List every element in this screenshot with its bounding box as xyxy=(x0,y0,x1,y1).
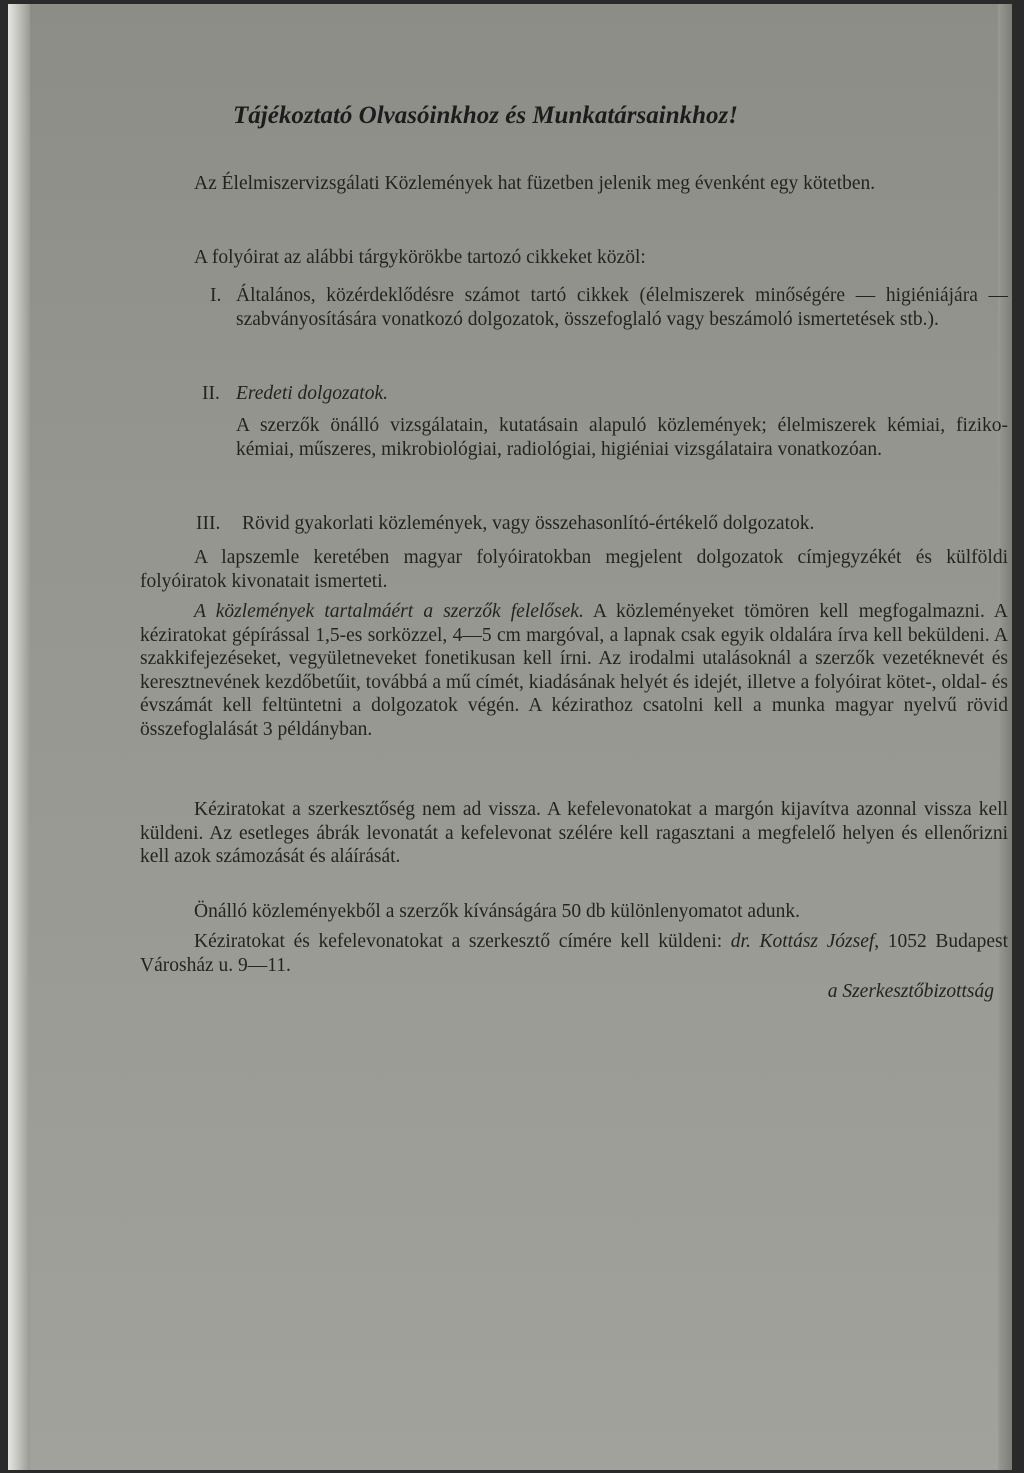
signature: a Szerkesztőbizottság xyxy=(827,981,994,1002)
address-paragraph xyxy=(140,930,1008,977)
offprints-paragraph: Önálló közleményekből a szerzők kívánságára 50 db különlenyomatot adunk. xyxy=(194,901,800,922)
editor-name: dr. Kottász József xyxy=(730,931,875,952)
responsibility-italic: A közlemények tartalmáért a szerzők felelősek. xyxy=(194,601,584,622)
intro-paragraph: Az Élelmiszervizsgálati Közlemények hat füzetben jelenik meg évenként egy kötetben. xyxy=(194,173,876,194)
manuscripts-paragraph: Kéziratokat a szerkesztőség nem ad vissza. A kefelevonatokat a margón kijavítva azonnal vissza kell küldeni. Az esetleges ábrák levonatát a kefelevonat szélére kell ragasztani a megfelelő helyen és ellenőrizni kell azok számozását és aláírását. xyxy=(140,799,1008,867)
address-text: Kéziratokat és kefelevonatokat a szerkesztő címére kell küldeni: xyxy=(194,931,731,952)
section-3-text: Rövid gyakorlati közlemények, vagy összehasonlító-értékelő dolgozatok. xyxy=(242,513,815,534)
page-left-edge xyxy=(8,4,30,1470)
responsibility-text: A közleményeket tömören kell megfogalmazni. A kéziratokat gépírással 1,5-es sorközzel, 4—5 cm margóval, a lapnak csak egyik oldalára írva kell beküldeni. A szakkifejezéseket, vegyületneveket fonetikusan kell írni. Az irodalmi utalásoknál a szerzők vezetéknevét és keresztnevének kezdőbetűit, továbbá a mű címét, kiadásának helyét és idejét, illetve a folyóirat kötet-, oldal- és évszámát kell feltüntetni a dolgozatok végén. A kézirathoz csatolni kell a munka magyar nyelvű rövid összefoglalását 3 példányban. xyxy=(140,601,1008,740)
section-2-text: A szerzők önálló vizsgálatain, kutatásain alapuló közlemények; élelmiszerek kémiai, fiziko-kémiai, műszeres, mikrobiológiai, radiológiai, higiéniai vizsgálataira vonatkozóan. xyxy=(236,415,1008,460)
section-2-heading: Eredeti dolgozatok. xyxy=(236,383,389,404)
topics-intro: A folyóirat az alábbi tárgykörökbe tartozó cikkeket közöl: xyxy=(194,247,646,268)
section-2-numeral: II. xyxy=(202,383,220,404)
section-1-text: Általános, közérdeklődésre számot tartó cikkek (élelmiszerek minőségére — higiéniájára — szabványosítására vonatkozó dolgozatok, összefoglaló vagy beszámoló ismertetések stb.). xyxy=(236,285,1008,330)
review-paragraph: A lapszemle keretében magyar folyóiratokban megjelent dolgozatok címjegyzékét és külföldi folyóiratok kivonatait ismerteti. xyxy=(140,547,1008,592)
section-1-numeral: I. xyxy=(210,285,222,306)
scanned-page xyxy=(8,4,1012,1470)
address-rest: , 1052 Budapest Városház u. 9—11. xyxy=(140,931,1008,976)
section-3-numeral: III. xyxy=(196,513,221,534)
responsibility-paragraph xyxy=(140,600,1008,741)
page-title: Tájékoztató Olvasóinkhoz és Munkatársainkhoz! xyxy=(233,102,738,129)
